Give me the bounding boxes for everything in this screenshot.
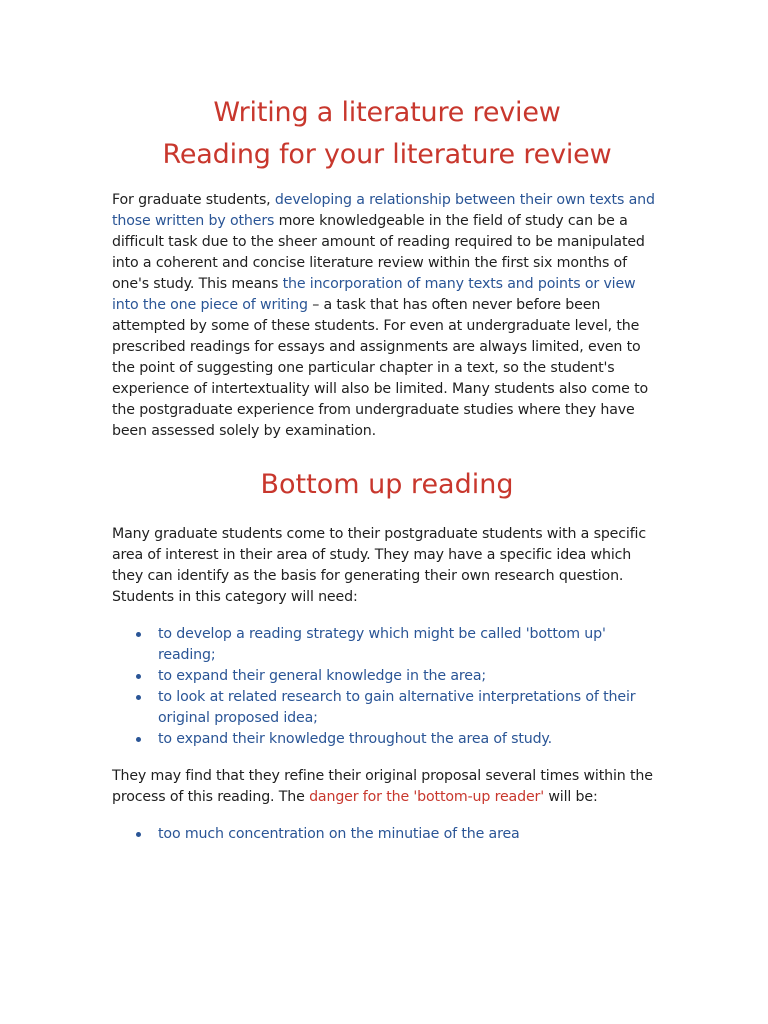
page-title: Writing a literature review xyxy=(213,97,561,128)
intro-link-incorporation[interactable]: the incorporation of many texts and points or view into the one piece of writing xyxy=(112,276,636,313)
list-item[interactable]: to look at related research to gain alternative interpretations of their original proposed idea; xyxy=(158,687,662,729)
intro-text-1: For graduate students, xyxy=(112,192,275,208)
section-heading-bottom-up: Bottom up reading xyxy=(260,469,514,500)
title-block xyxy=(112,92,662,176)
list-item[interactable]: to expand their general knowledge in the area; xyxy=(158,666,662,687)
refine-text-1: They may find that they refine their original proposal several times within the process of this reading. The xyxy=(112,768,653,805)
needs-list xyxy=(112,624,662,750)
intro-text-2: more knowledgeable in the field of study can be a difficult task due to the sheer amount of reading required to be manipulated into a coherent and concise literature review within the first six months of one's study. This means xyxy=(112,213,645,292)
list-item[interactable]: too much concentration on the minutiae of the area xyxy=(158,824,662,845)
list-item[interactable]: to develop a reading strategy which might be called 'bottom up' reading; xyxy=(158,624,662,666)
intro-text-3: – a task that has often never before been attempted by some of these students. For even at undergraduate level, the prescribed readings for essays and assignments are always limited, even to the point of suggesting one particular chapter in a text, so the student's experience of intertextuality will also be limited. Many students also come to the postgraduate experience from undergraduate studies where they have been assessed solely by examination. xyxy=(112,297,649,439)
document-page xyxy=(112,92,662,845)
bottom-up-paragraph: Many graduate students come to their postgraduate students with a specific area of interest in their area of study. They may have a specific idea which they can identify as the basis for generating their own research question. Students in this category will need: xyxy=(112,526,646,605)
refine-text-2: will be: xyxy=(543,789,598,805)
refine-paragraph xyxy=(112,766,662,808)
intro-link-relationship[interactable]: developing a relationship between their own texts and those written by others xyxy=(112,192,655,229)
intro-paragraph xyxy=(112,190,662,442)
page-subtitle: Reading for your literature review xyxy=(162,139,612,170)
danger-link[interactable]: danger for the 'bottom-up reader' xyxy=(309,789,544,805)
dangers-list xyxy=(112,824,662,845)
list-item[interactable]: to expand their knowledge throughout the area of study. xyxy=(158,729,662,750)
